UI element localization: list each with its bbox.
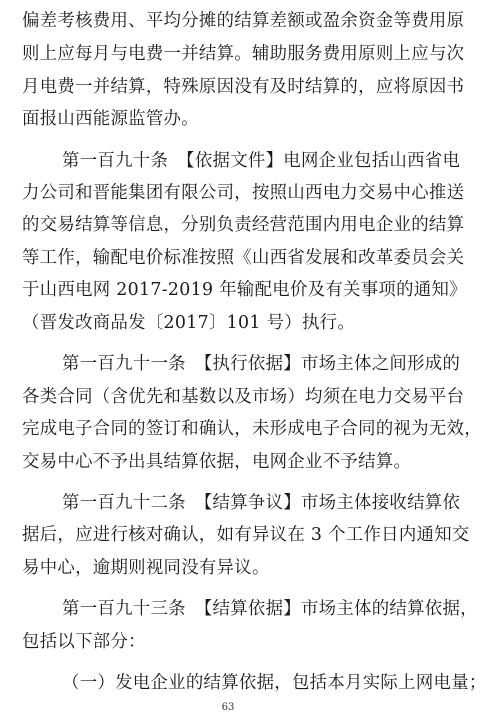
text-line: 各类合同（含优先和基数以及市场）均须在电力交易平台 [22, 387, 465, 407]
paragraph-heading-line: 第一百九十条 【依据文件】电网企业包括山西省电 [62, 151, 461, 171]
text-line: 完成电子合同的签订和确认，未形成电子合同的视为无效， [22, 419, 482, 439]
text-line: 则上应每月与电费一并结算。辅助服务费用原则上应与次 [22, 44, 465, 64]
list-item-line: （一）发电企业的结算依据，包括本月实际上网电量； [62, 673, 487, 693]
text-line: 力公司和晋能集团有限公司，按照山西电力交易中心推送 [22, 183, 465, 203]
text-line: 交易中心不予出具结算依据，电网企业不予结算。 [22, 452, 412, 472]
text-line: 等工作，输配电价标准按照《山西省发展和改革委员会关 [22, 248, 465, 268]
text-line: 包括以下部分： [22, 632, 146, 652]
text-line: 月电费一并结算，特殊原因没有及时结算的，应将原因书 [22, 77, 465, 97]
text-line: 偏差考核费用、平均分摊的结算差额或盈余资金等费用原 [22, 11, 465, 31]
paragraph-heading-line: 第一百九十三条 【结算依据】市场主体的结算依据， [62, 599, 478, 619]
page-number: 63 [221, 702, 235, 713]
text-line: 的交易结算等信息，分别负责经营范围内用电企业的结算 [22, 215, 465, 235]
text-line: 易中心，逾期则视同没有异议。 [22, 558, 270, 578]
text-line: 据后，应进行核对确认，如有异议在 3 个工作日内通知交 [22, 525, 470, 545]
text-line: （晋发改商品发〔2017〕101 号）执行。 [22, 313, 356, 333]
paragraph-heading-line: 第一百九十一条 【执行依据】市场主体之间形成的 [62, 354, 461, 374]
paragraph-heading-line: 第一百九十二条 【结算争议】市场主体接收结算依 [62, 493, 461, 513]
text-line: 面报山西能源监管办。 [22, 109, 199, 129]
text-line: 于山西电网 2017-2019 年输配电价及有关事项的通知》 [22, 280, 467, 300]
